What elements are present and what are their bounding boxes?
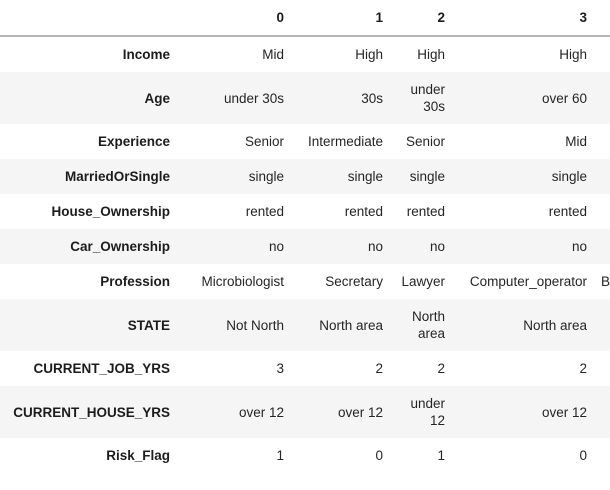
- cell: 3: [276, 361, 284, 376]
- cell: single: [551, 169, 587, 184]
- table-row-Profession: [0, 264, 610, 299]
- cell: under 30s: [410, 82, 445, 114]
- cell: over 60: [541, 90, 587, 106]
- cell: rented: [406, 204, 445, 219]
- column-header-overflow: [594, 0, 610, 36]
- cell: Lawyer: [401, 274, 445, 289]
- cell: North area: [523, 317, 587, 333]
- cell: 2: [375, 361, 383, 376]
- cell: Not North: [226, 317, 284, 333]
- cell: single: [248, 169, 284, 184]
- cell: Mid: [565, 134, 587, 149]
- cell: over 12: [238, 404, 284, 420]
- cell: 1: [437, 448, 445, 463]
- cell-overflow: [594, 386, 610, 438]
- row-label: MarriedOrSingle: [64, 169, 170, 184]
- cell: under 30s: [223, 90, 284, 106]
- table-row-Car_Ownership: [0, 229, 610, 264]
- cell-overflow: B: [601, 274, 610, 289]
- cell: 0: [375, 448, 383, 463]
- cell: Senior: [244, 134, 284, 149]
- cell: 1: [276, 448, 284, 463]
- cell: High: [417, 47, 445, 62]
- row-label: Experience: [97, 134, 170, 149]
- row-label: Income: [122, 47, 170, 62]
- cell: 2: [437, 361, 445, 376]
- column-header-3: 3: [452, 0, 594, 36]
- row-label: CURRENT_HOUSE_YRS: [13, 404, 170, 420]
- cell: Secretary: [325, 274, 383, 289]
- cell-overflow: [594, 299, 610, 351]
- cell: Mid: [262, 47, 284, 62]
- cell-overflow: [594, 351, 610, 386]
- column-header-2: 2: [390, 0, 452, 36]
- cell: 30s: [361, 90, 383, 106]
- table-row-MarriedOrSingle: [0, 159, 610, 194]
- cell: no: [367, 239, 383, 254]
- cell: High: [559, 47, 587, 62]
- cell: single: [409, 169, 445, 184]
- cell: Computer_operator: [469, 274, 587, 289]
- cell: rented: [548, 204, 587, 219]
- cell: over 12: [337, 404, 383, 420]
- cell-overflow: [594, 159, 610, 194]
- index-corner: [0, 0, 177, 36]
- cell: over 12: [541, 404, 587, 420]
- cell: under 12: [410, 396, 445, 428]
- row-label: Age: [144, 90, 170, 106]
- table-row-STATE: [0, 299, 610, 351]
- table-header: [0, 0, 610, 36]
- cell: Microbiologist: [201, 274, 284, 289]
- row-label: Profession: [100, 274, 170, 289]
- table-row-Age: [0, 72, 610, 124]
- cell-overflow: [594, 229, 610, 264]
- cell-overflow: [594, 194, 610, 229]
- row-label: Risk_Flag: [106, 448, 170, 463]
- cell: rented: [344, 204, 383, 219]
- table-row-CURRENT_JOB_YRS: [0, 351, 610, 386]
- cell-overflow: [594, 36, 610, 72]
- table-row-Experience: [0, 124, 610, 159]
- table-row-Risk_Flag: [0, 438, 610, 473]
- cell: North area: [411, 309, 445, 341]
- cell: single: [347, 169, 383, 184]
- table-row-CURRENT_HOUSE_YRS: [0, 386, 610, 438]
- cell-overflow: [594, 438, 610, 473]
- table-row-House_Ownership: [0, 194, 610, 229]
- header-row: [0, 0, 610, 36]
- cell: no: [268, 239, 284, 254]
- row-label: House_Ownership: [51, 204, 170, 219]
- column-header-0: 0: [177, 0, 291, 36]
- cell: no: [571, 239, 587, 254]
- row-label: STATE: [127, 317, 170, 333]
- cell: North area: [319, 317, 383, 333]
- cell-overflow: [594, 124, 610, 159]
- cell: High: [355, 47, 383, 62]
- row-label: Car_Ownership: [70, 239, 170, 254]
- cell: no: [429, 239, 445, 254]
- cell-overflow: [594, 72, 610, 124]
- row-label: CURRENT_JOB_YRS: [33, 361, 170, 376]
- cell: Intermediate: [307, 134, 383, 149]
- cell: 0: [579, 448, 587, 463]
- cell: Senior: [405, 134, 445, 149]
- cell: rented: [245, 204, 284, 219]
- table-row-Income: [0, 36, 610, 72]
- cell: 2: [579, 361, 587, 376]
- column-header-1: 1: [291, 0, 390, 36]
